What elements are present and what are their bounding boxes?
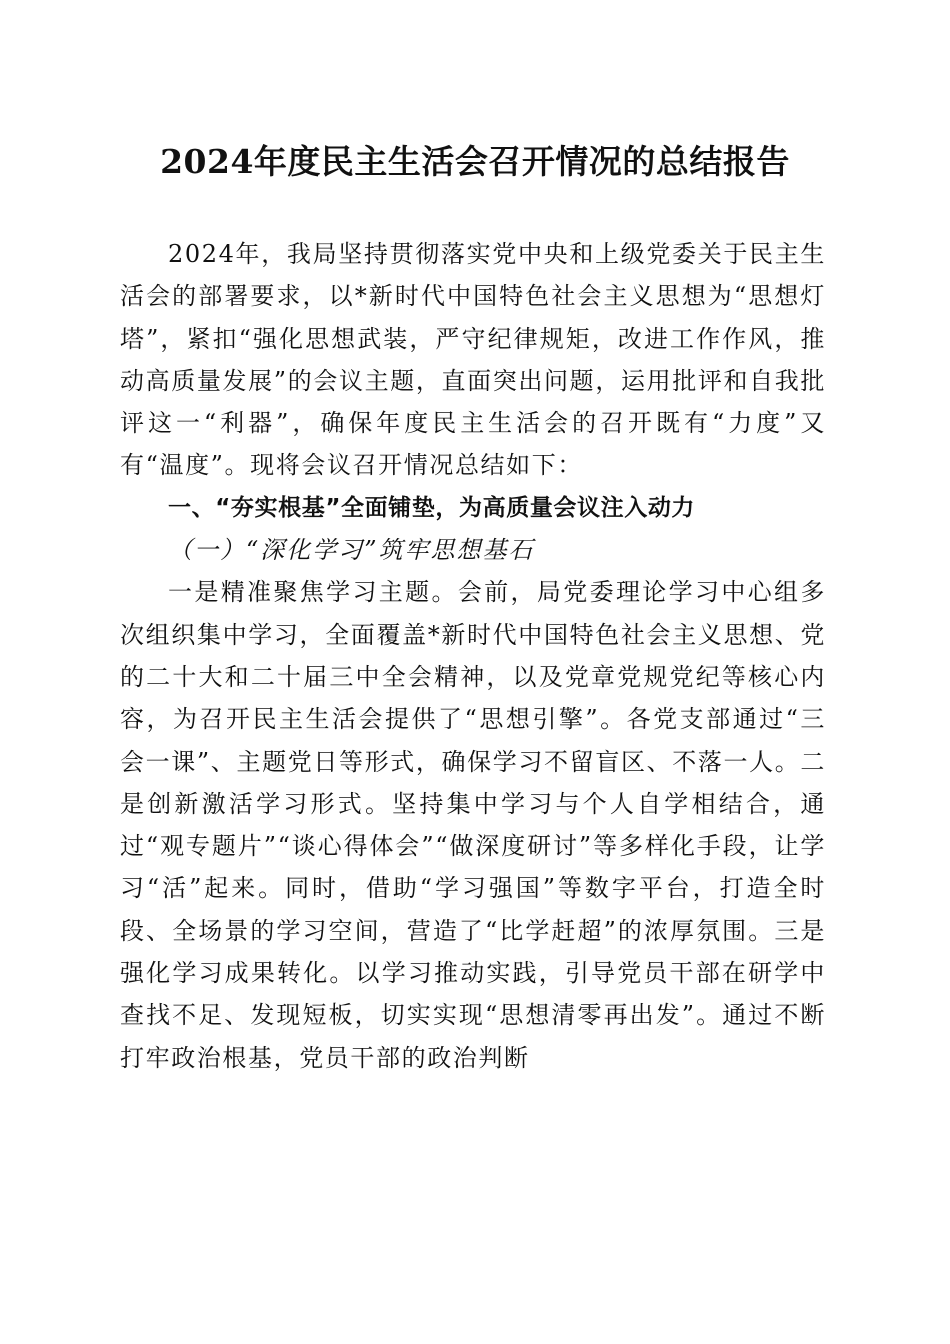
document-title: 2024年度民主生活会召开情况的总结报告 [160,142,790,181]
section-heading-1: 一、“夯实根基”全面铺垫，为高质量会议注入动力 [168,494,696,521]
subsection-1-paragraph: 一是精准聚焦学习主题。会前，局党委理论学习中心组多次组织集中学习，全面覆盖*新时代中国特色社会主义思想、党的二十大和二十届三中全会精神，以及党章党规党纪等核心内容，为召开民主生活会提供了“思想引擎”。各党支部通过“三会一课”、主题党日等形式，确保学习不留盲区、不落一人。二是创新激活学习形式。坚持集中学习与个人自学相结合，通过“观专题片”“谈心得体会”“做深度研讨”等多样化手段，让学习“活”起来。同时，借助“学习强国”等数字平台，打造全时段、全场景的学习空间，营造了“比学赶超”的浓厚氛围。三是强化学习成果转化。以学习推动实践，引导党员干部在研学中查找不足、发现短板，切实实现“思想清零再出发”。通过不断打牢政治根基，党员干部的政治判断 [120,578,826,1072]
document-body [120,233,826,1079]
intro-paragraph: 2024年，我局坚持贯彻落实党中央和上级党委关于民主生活会的部署要求，以*新时代中国特色社会主义思想为“思想灯塔”，紧扣“强化思想武装，严守纪律规矩，改进工作作风，推动高质量发展”的会议主题，直面突出问题，运用批评和自我批评这一“利器”，确保年度民主生活会的召开既有“力度”又有“温度”。现将会议召开情况总结如下： [120,240,826,480]
subsection-heading-1: （一）“深化学习”筑牢思想基石 [168,536,535,565]
